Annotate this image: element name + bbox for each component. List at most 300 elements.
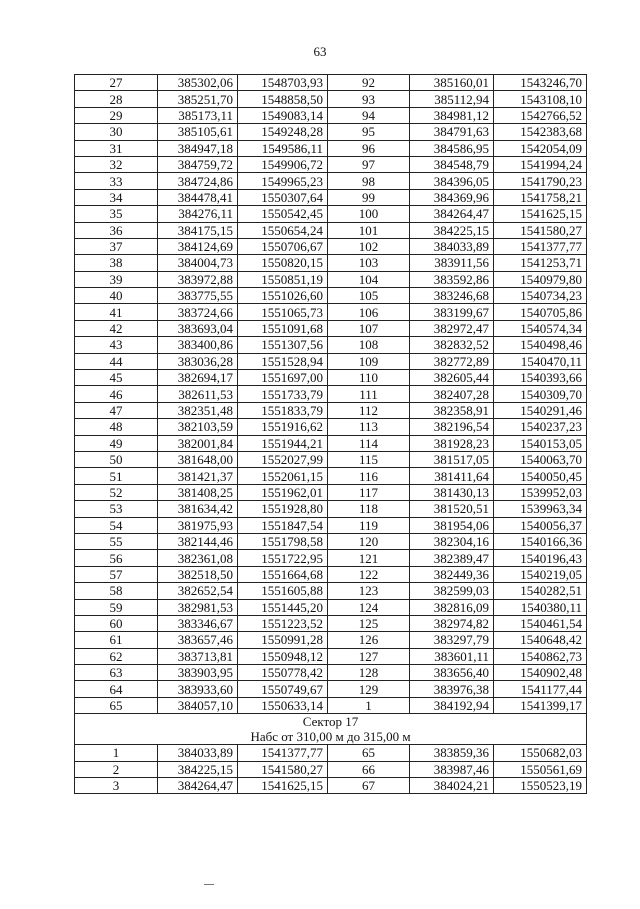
y-coordinate: 1542383,68 <box>494 124 587 140</box>
y-coordinate: 1551697,00 <box>238 370 328 386</box>
x-coordinate: 382611,53 <box>158 386 238 402</box>
point-number: 129 <box>328 681 410 697</box>
table-row <box>75 140 587 156</box>
point-number: 67 <box>328 778 410 794</box>
point-number: 45 <box>75 370 158 386</box>
x-coordinate: 384724,86 <box>158 173 238 189</box>
table-row <box>75 566 587 582</box>
y-coordinate: 1551307,56 <box>238 337 328 353</box>
y-coordinate: 1550749,67 <box>238 681 328 697</box>
table-row <box>75 91 587 107</box>
coordinates-top-body <box>75 75 587 714</box>
table-row <box>75 320 587 336</box>
table-row <box>75 386 587 402</box>
point-number: 112 <box>328 402 410 418</box>
x-coordinate: 382449,36 <box>410 566 494 582</box>
point-number: 1 <box>75 745 158 761</box>
x-coordinate: 384024,21 <box>410 778 494 794</box>
table-row <box>75 435 587 451</box>
y-coordinate: 1552061,15 <box>238 468 328 484</box>
x-coordinate: 382407,28 <box>410 386 494 402</box>
x-coordinate: 383400,86 <box>158 337 238 353</box>
x-coordinate: 385105,61 <box>158 124 238 140</box>
x-coordinate: 383297,79 <box>410 632 494 648</box>
point-number: 63 <box>75 665 158 681</box>
table-row <box>75 745 587 761</box>
point-number: 65 <box>75 697 158 713</box>
y-coordinate: 1551026,60 <box>238 288 328 304</box>
point-number: 117 <box>328 484 410 500</box>
x-coordinate: 384791,63 <box>410 124 494 140</box>
y-coordinate: 1542766,52 <box>494 107 587 123</box>
table-row <box>75 353 587 369</box>
x-coordinate: 381408,25 <box>158 484 238 500</box>
y-coordinate: 1549586,11 <box>238 140 328 156</box>
x-coordinate: 382001,84 <box>158 435 238 451</box>
point-number: 49 <box>75 435 158 451</box>
y-coordinate: 1540056,37 <box>494 517 587 533</box>
x-coordinate: 384033,89 <box>158 745 238 761</box>
y-coordinate: 1552027,99 <box>238 451 328 467</box>
page-number: 63 <box>313 44 327 59</box>
point-number: 46 <box>75 386 158 402</box>
table-row <box>75 648 587 664</box>
table-row <box>75 615 587 631</box>
x-coordinate: 382358,91 <box>410 402 494 418</box>
y-coordinate: 1540291,46 <box>494 402 587 418</box>
point-number: 52 <box>75 484 158 500</box>
x-coordinate: 381975,93 <box>158 517 238 533</box>
point-number: 3 <box>75 778 158 794</box>
y-coordinate: 1550561,69 <box>494 761 587 777</box>
point-number: 57 <box>75 566 158 582</box>
point-number: 60 <box>75 615 158 631</box>
x-coordinate: 382518,50 <box>158 566 238 582</box>
y-coordinate: 1541580,27 <box>238 761 328 777</box>
x-coordinate: 384057,10 <box>158 697 238 713</box>
point-number: 124 <box>328 599 410 615</box>
point-number: 53 <box>75 501 158 517</box>
point-number: 54 <box>75 517 158 533</box>
y-coordinate: 1542054,09 <box>494 140 587 156</box>
y-coordinate: 1550948,12 <box>238 648 328 664</box>
x-coordinate: 385173,11 <box>158 107 238 123</box>
sector-title: Сектор 17 <box>302 714 359 730</box>
x-coordinate: 384033,89 <box>410 238 494 254</box>
x-coordinate: 382981,53 <box>158 599 238 615</box>
table-row <box>75 337 587 353</box>
y-coordinate: 1541377,77 <box>494 238 587 254</box>
y-coordinate: 1551733,79 <box>238 386 328 402</box>
y-coordinate: 1550851,19 <box>238 271 328 287</box>
y-coordinate: 1540196,43 <box>494 550 587 566</box>
point-number: 34 <box>75 189 158 205</box>
y-coordinate: 1551798,58 <box>238 533 328 549</box>
point-number: 30 <box>75 124 158 140</box>
point-number: 122 <box>328 566 410 582</box>
point-number: 120 <box>328 533 410 549</box>
y-coordinate: 1549906,72 <box>238 156 328 172</box>
y-coordinate: 1551528,94 <box>238 353 328 369</box>
point-number: 47 <box>75 402 158 418</box>
y-coordinate: 1541580,27 <box>494 222 587 238</box>
point-number: 96 <box>328 140 410 156</box>
x-coordinate: 383199,67 <box>410 304 494 320</box>
point-number: 38 <box>75 255 158 271</box>
table-row <box>75 484 587 500</box>
point-number: 98 <box>328 173 410 189</box>
y-coordinate: 1550682,03 <box>494 745 587 761</box>
x-coordinate: 382599,03 <box>410 583 494 599</box>
table-row <box>75 255 587 271</box>
x-coordinate: 384586,95 <box>410 140 494 156</box>
point-number: 43 <box>75 337 158 353</box>
y-coordinate: 1541994,24 <box>494 156 587 172</box>
x-coordinate: 384369,96 <box>410 189 494 205</box>
y-coordinate: 1551847,54 <box>238 517 328 533</box>
x-coordinate: 384548,79 <box>410 156 494 172</box>
x-coordinate: 383972,88 <box>158 271 238 287</box>
x-coordinate: 384192,94 <box>410 697 494 713</box>
point-number: 94 <box>328 107 410 123</box>
x-coordinate: 382304,16 <box>410 533 494 549</box>
sector-header <box>75 714 587 745</box>
table-row <box>75 271 587 287</box>
x-coordinate: 383987,46 <box>410 761 494 777</box>
y-coordinate: 1541625,15 <box>238 778 328 794</box>
point-number: 107 <box>328 320 410 336</box>
y-coordinate: 1549965,23 <box>238 173 328 189</box>
table-row <box>75 107 587 123</box>
x-coordinate: 381520,51 <box>410 501 494 517</box>
y-coordinate: 1540153,05 <box>494 435 587 451</box>
table-row <box>75 288 587 304</box>
point-number: 115 <box>328 451 410 467</box>
y-coordinate: 1540470,11 <box>494 353 587 369</box>
x-coordinate: 383911,56 <box>410 255 494 271</box>
y-coordinate: 1540461,54 <box>494 615 587 631</box>
x-coordinate: 382974,82 <box>410 615 494 631</box>
point-number: 48 <box>75 419 158 435</box>
y-coordinate: 1540063,70 <box>494 451 587 467</box>
y-coordinate: 1551962,01 <box>238 484 328 500</box>
point-number: 44 <box>75 353 158 369</box>
y-coordinate: 1551065,73 <box>238 304 328 320</box>
x-coordinate: 383933,60 <box>158 681 238 697</box>
y-coordinate: 1540705,86 <box>494 304 587 320</box>
table-row <box>75 156 587 172</box>
y-coordinate: 1550542,45 <box>238 206 328 222</box>
y-coordinate: 1541399,17 <box>494 697 587 713</box>
y-coordinate: 1548858,50 <box>238 91 328 107</box>
x-coordinate: 383859,36 <box>410 745 494 761</box>
y-coordinate: 1539963,34 <box>494 501 587 517</box>
x-coordinate: 383601,11 <box>410 648 494 664</box>
x-coordinate: 384004,73 <box>158 255 238 271</box>
y-coordinate: 1551928,80 <box>238 501 328 517</box>
x-coordinate: 382196,54 <box>410 419 494 435</box>
y-coordinate: 1543246,70 <box>494 75 587 91</box>
point-number: 28 <box>75 91 158 107</box>
table-row <box>75 402 587 418</box>
point-number: 102 <box>328 238 410 254</box>
point-number: 95 <box>328 124 410 140</box>
y-coordinate: 1549083,14 <box>238 107 328 123</box>
x-coordinate: 385160,01 <box>410 75 494 91</box>
y-coordinate: 1543108,10 <box>494 91 587 107</box>
point-number: 42 <box>75 320 158 336</box>
point-number: 61 <box>75 632 158 648</box>
point-number: 125 <box>328 615 410 631</box>
x-coordinate: 383036,28 <box>158 353 238 369</box>
point-number: 40 <box>75 288 158 304</box>
table-row <box>75 124 587 140</box>
x-coordinate: 381648,00 <box>158 451 238 467</box>
y-coordinate: 1541253,71 <box>494 255 587 271</box>
point-number: 36 <box>75 222 158 238</box>
point-number: 31 <box>75 140 158 156</box>
point-number: 109 <box>328 353 410 369</box>
y-coordinate: 1550778,42 <box>238 665 328 681</box>
table-row <box>75 370 587 386</box>
table-row <box>75 501 587 517</box>
x-coordinate: 383976,38 <box>410 681 494 697</box>
y-coordinate: 1540309,70 <box>494 386 587 402</box>
table-row <box>75 173 587 189</box>
x-coordinate: 383903,95 <box>158 665 238 681</box>
x-coordinate: 381634,42 <box>158 501 238 517</box>
table-row <box>75 583 587 599</box>
point-number: 56 <box>75 550 158 566</box>
y-coordinate: 1540862,73 <box>494 648 587 664</box>
point-number: 114 <box>328 435 410 451</box>
x-coordinate: 384264,47 <box>410 206 494 222</box>
table-row <box>75 761 587 777</box>
point-number: 93 <box>328 91 410 107</box>
x-coordinate: 381517,05 <box>410 451 494 467</box>
y-coordinate: 1540393,66 <box>494 370 587 386</box>
point-number: 121 <box>328 550 410 566</box>
y-coordinate: 1551722,95 <box>238 550 328 566</box>
x-coordinate: 383657,46 <box>158 632 238 648</box>
table-row <box>75 419 587 435</box>
table-row <box>75 550 587 566</box>
y-coordinate: 1541790,23 <box>494 173 587 189</box>
x-coordinate: 384759,72 <box>158 156 238 172</box>
x-coordinate: 381928,23 <box>410 435 494 451</box>
x-coordinate: 383592,86 <box>410 271 494 287</box>
point-number: 104 <box>328 271 410 287</box>
y-coordinate: 1540237,23 <box>494 419 587 435</box>
point-number: 51 <box>75 468 158 484</box>
table-row <box>75 778 587 794</box>
x-coordinate: 384947,18 <box>158 140 238 156</box>
y-coordinate: 1550991,28 <box>238 632 328 648</box>
y-coordinate: 1551833,79 <box>238 402 328 418</box>
point-number: 65 <box>328 745 410 761</box>
y-coordinate: 1541377,77 <box>238 745 328 761</box>
x-coordinate: 384264,47 <box>158 778 238 794</box>
table-row <box>75 681 587 697</box>
point-number: 58 <box>75 583 158 599</box>
y-coordinate: 1551445,20 <box>238 599 328 615</box>
point-number: 106 <box>328 304 410 320</box>
y-coordinate: 1550523,19 <box>494 778 587 794</box>
x-coordinate: 381430,13 <box>410 484 494 500</box>
point-number: 116 <box>328 468 410 484</box>
table-row <box>75 451 587 467</box>
x-coordinate: 383713,81 <box>158 648 238 664</box>
y-coordinate: 1550654,24 <box>238 222 328 238</box>
x-coordinate: 382103,59 <box>158 419 238 435</box>
x-coordinate: 381411,64 <box>410 468 494 484</box>
y-coordinate: 1550706,67 <box>238 238 328 254</box>
x-coordinate: 382605,44 <box>410 370 494 386</box>
point-number: 105 <box>328 288 410 304</box>
y-coordinate: 1548703,93 <box>238 75 328 91</box>
y-coordinate: 1541177,44 <box>494 681 587 697</box>
table-row <box>75 468 587 484</box>
point-number: 119 <box>328 517 410 533</box>
x-coordinate: 383724,66 <box>158 304 238 320</box>
y-coordinate: 1540282,51 <box>494 583 587 599</box>
table-row <box>75 304 587 320</box>
point-number: 127 <box>328 648 410 664</box>
table-row <box>75 189 587 205</box>
table-row <box>75 533 587 549</box>
point-number: 35 <box>75 206 158 222</box>
y-coordinate: 1541625,15 <box>494 206 587 222</box>
point-number: 59 <box>75 599 158 615</box>
y-coordinate: 1550633,14 <box>238 697 328 713</box>
table-row <box>75 222 587 238</box>
x-coordinate: 383693,04 <box>158 320 238 336</box>
y-coordinate: 1551223,52 <box>238 615 328 631</box>
sector-subtitle: Набс от 310,00 м до 315,00 м <box>250 729 411 745</box>
x-coordinate: 384396,05 <box>410 173 494 189</box>
table-row <box>75 238 587 254</box>
x-coordinate: 385302,06 <box>158 75 238 91</box>
point-number: 62 <box>75 648 158 664</box>
sector-header-row <box>75 714 587 745</box>
scan-mark <box>204 884 214 885</box>
x-coordinate: 383346,67 <box>158 615 238 631</box>
point-number: 29 <box>75 107 158 123</box>
point-number: 50 <box>75 451 158 467</box>
point-number: 103 <box>328 255 410 271</box>
point-number: 118 <box>328 501 410 517</box>
point-number: 128 <box>328 665 410 681</box>
x-coordinate: 382351,48 <box>158 402 238 418</box>
y-coordinate: 1540380,11 <box>494 599 587 615</box>
coordinates-table <box>74 74 587 794</box>
x-coordinate: 384276,11 <box>158 206 238 222</box>
y-coordinate: 1540648,42 <box>494 632 587 648</box>
point-number: 113 <box>328 419 410 435</box>
table-row <box>75 665 587 681</box>
x-coordinate: 381421,37 <box>158 468 238 484</box>
x-coordinate: 385112,94 <box>410 91 494 107</box>
point-number: 41 <box>75 304 158 320</box>
point-number: 1 <box>328 697 410 713</box>
table-row <box>75 632 587 648</box>
point-number: 33 <box>75 173 158 189</box>
x-coordinate: 381954,06 <box>410 517 494 533</box>
table-row <box>75 697 587 713</box>
x-coordinate: 383775,55 <box>158 288 238 304</box>
point-number: 55 <box>75 533 158 549</box>
table-row <box>75 599 587 615</box>
y-coordinate: 1550820,15 <box>238 255 328 271</box>
y-coordinate: 1551091,68 <box>238 320 328 336</box>
coordinates-bottom-body <box>75 745 587 794</box>
y-coordinate: 1539952,03 <box>494 484 587 500</box>
x-coordinate: 384225,15 <box>410 222 494 238</box>
point-number: 100 <box>328 206 410 222</box>
y-coordinate: 1551916,62 <box>238 419 328 435</box>
x-coordinate: 382694,17 <box>158 370 238 386</box>
y-coordinate: 1549248,28 <box>238 124 328 140</box>
x-coordinate: 382389,47 <box>410 550 494 566</box>
x-coordinate: 382832,52 <box>410 337 494 353</box>
table-row <box>75 206 587 222</box>
point-number: 27 <box>75 75 158 91</box>
point-number: 97 <box>328 156 410 172</box>
x-coordinate: 382972,47 <box>410 320 494 336</box>
point-number: 32 <box>75 156 158 172</box>
x-coordinate: 384175,15 <box>158 222 238 238</box>
x-coordinate: 384225,15 <box>158 761 238 777</box>
x-coordinate: 382144,46 <box>158 533 238 549</box>
point-number: 101 <box>328 222 410 238</box>
point-number: 66 <box>328 761 410 777</box>
x-coordinate: 384478,41 <box>158 189 238 205</box>
point-number: 111 <box>328 386 410 402</box>
x-coordinate: 382816,09 <box>410 599 494 615</box>
x-coordinate: 383656,40 <box>410 665 494 681</box>
y-coordinate: 1540902,48 <box>494 665 587 681</box>
x-coordinate: 385251,70 <box>158 91 238 107</box>
y-coordinate: 1541758,21 <box>494 189 587 205</box>
y-coordinate: 1540498,46 <box>494 337 587 353</box>
y-coordinate: 1551605,88 <box>238 583 328 599</box>
y-coordinate: 1540734,23 <box>494 288 587 304</box>
point-number: 99 <box>328 189 410 205</box>
x-coordinate: 382361,08 <box>158 550 238 566</box>
point-number: 108 <box>328 337 410 353</box>
point-number: 110 <box>328 370 410 386</box>
table-row <box>75 75 587 91</box>
y-coordinate: 1540219,05 <box>494 566 587 582</box>
x-coordinate: 382652,54 <box>158 583 238 599</box>
y-coordinate: 1540050,45 <box>494 468 587 484</box>
point-number: 39 <box>75 271 158 287</box>
point-number: 126 <box>328 632 410 648</box>
y-coordinate: 1540574,34 <box>494 320 587 336</box>
point-number: 2 <box>75 761 158 777</box>
point-number: 123 <box>328 583 410 599</box>
point-number: 92 <box>328 75 410 91</box>
x-coordinate: 384981,12 <box>410 107 494 123</box>
table-row <box>75 517 587 533</box>
x-coordinate: 382772,89 <box>410 353 494 369</box>
y-coordinate: 1540979,80 <box>494 271 587 287</box>
point-number: 64 <box>75 681 158 697</box>
y-coordinate: 1540166,36 <box>494 533 587 549</box>
x-coordinate: 384124,69 <box>158 238 238 254</box>
sector-header-body <box>75 714 587 745</box>
x-coordinate: 383246,68 <box>410 288 494 304</box>
